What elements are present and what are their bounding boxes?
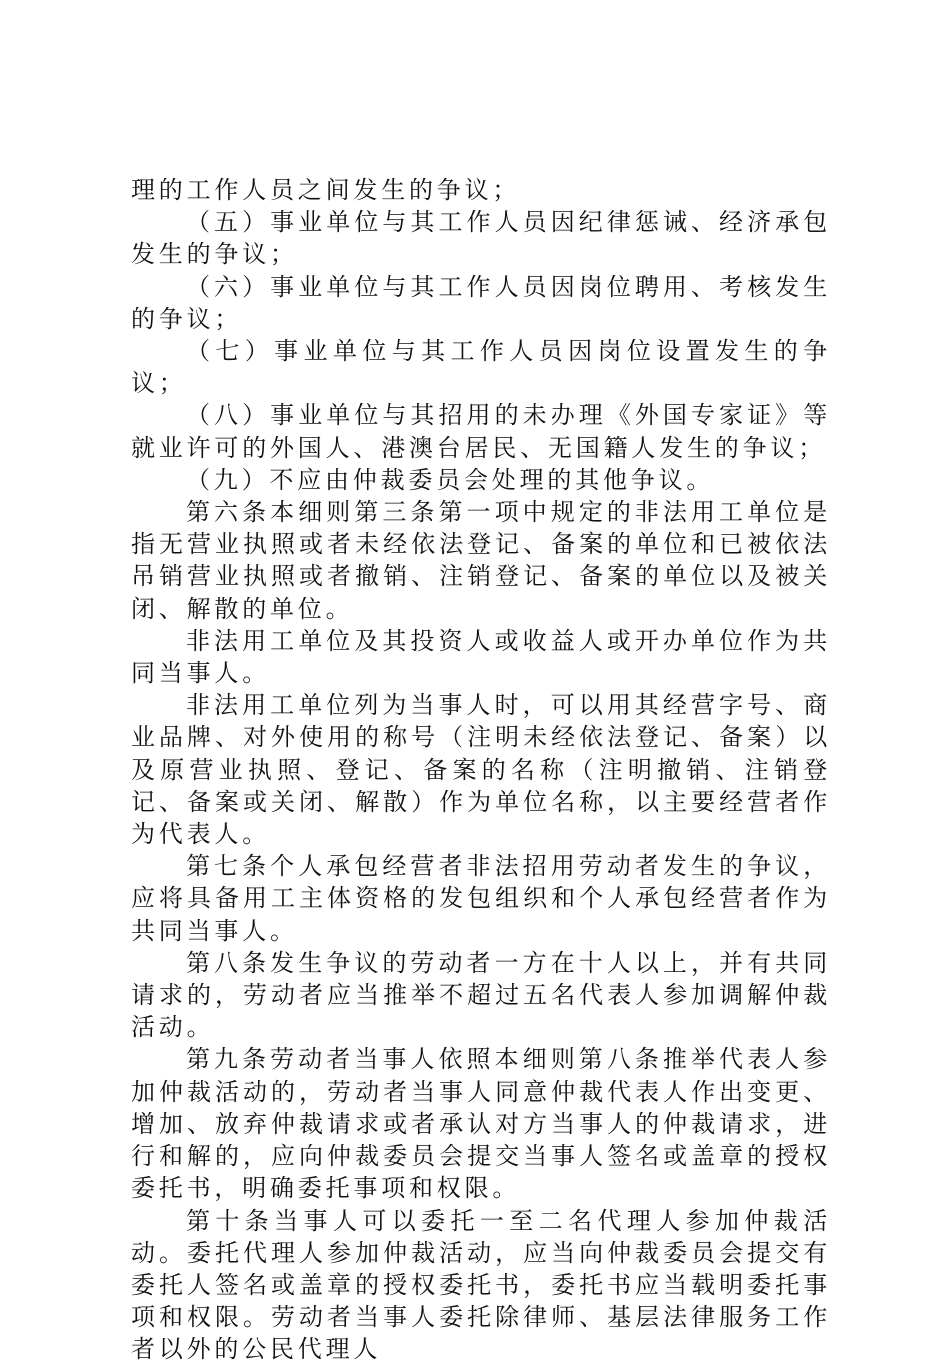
paragraph-item-7: （七）事业单位与其工作人员因岗位设置发生的争议；	[131, 337, 831, 398]
paragraph-article-6-naming: 非法用工单位列为当事人时，可以用其经营字号、商业品牌、对外使用的称号（注明未经依法登记、备案）以及原营业执照、登记、备案的名称（注明撤销、注销登记、备案或关闭、解散）作为单位名称，以主要经营者作为代表人。	[131, 691, 831, 849]
paragraph-article-8: 第八条发生争议的劳动者一方在十人以上，并有共同请求的，劳动者应当推举不超过五名代表人参加调解仲裁活动。	[131, 948, 831, 1042]
paragraph-item-9: （九）不应由仲裁委员会处理的其他争议。	[186, 465, 715, 494]
paragraph-item-5: （五）事业单位与其工作人员因纪律惩诫、经济承包发生的争议；	[131, 208, 831, 269]
paragraph-item-8: （八）事业单位与其招用的未办理《外国专家证》等就业许可的外国人、港澳台居民、无国籍人发生的争议；	[131, 401, 831, 462]
paragraph-article-7: 第七条个人承包经营者非法招用劳动者发生的争议，应将具备用工主体资格的发包组织和个人承包经营者作为共同当事人。	[131, 852, 831, 945]
paragraph-article-10: 第十条当事人可以委托一至二名代理人参加仲裁活动。委托代理人参加仲裁活动，应当向仲裁委员会提交有委托人签名或盖章的授权委托书，委托书应当载明委托事项和权限。劳动者当事人委托除律师、基层法律服务工作者以外的公民代理人	[131, 1206, 831, 1364]
paragraph-article-6: 第六条本细则第三条第一项中规定的非法用工单位是指无营业执照或者未经依法登记、备案的单位和已被依法吊销营业执照或者撤销、注销登记、备案的单位以及被关闭、解散的单位。	[131, 498, 831, 623]
paragraph-article-6-party: 非法用工单位及其投资人或收益人或开办单位作为共同当事人。	[131, 626, 831, 688]
paragraph-article-9: 第九条劳动者当事人依照本细则第八条推举代表人参加仲裁活动的，劳动者当事人同意仲裁代表人作出变更、增加、放弃仲裁请求或者承认对方当事人的仲裁请求，进行和解的，应向仲裁委员会提交当事人签名或盖章的授权委托书，明确委托事项和权限。	[131, 1045, 831, 1203]
document-page	[131, 174, 831, 1366]
paragraph-continuation: 理的工作人员之间发生的争议；	[131, 176, 521, 204]
paragraph-item-6: （六）事业单位与其工作人员因岗位聘用、考核发生的争议；	[131, 272, 831, 333]
